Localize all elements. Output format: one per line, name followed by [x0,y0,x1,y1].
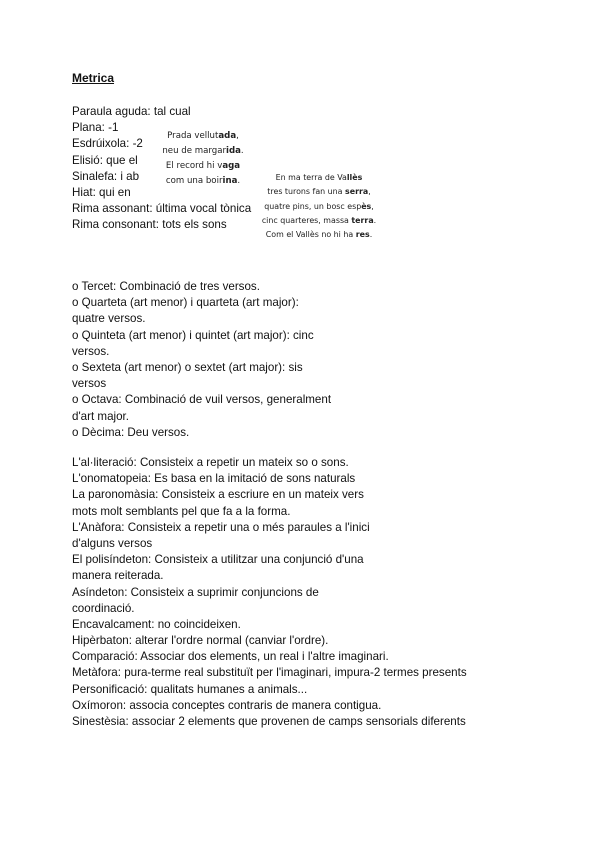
verse-text: El record hi v [165,161,223,171]
metrics-line: Esdrúixola: -2 [72,137,143,151]
figure-line: L'Anàfora: Consisteix a repetir una o més paraules a l'inici [72,520,370,534]
verse-rhyme: ida [226,146,241,156]
metrics-line: Elisió: que el [72,153,138,167]
verse-punct: , [368,187,371,197]
stanza-line: quatre versos. [72,312,146,326]
figure-line: Comparació: Associar dos elements, un real i l'altre imaginari. [72,650,389,664]
figure-line: manera reiterada. [72,569,164,583]
poem-verse [152,174,254,189]
verse-punct: . [237,176,241,186]
verse-text: tres turons fan una [267,187,346,197]
verse-rhyme: res [355,230,370,240]
stanza-line: o Quarteta (art menor) i quarteta (art major): [72,296,299,310]
figure-line: L'al·literació: Consisteix a repetir un mateix so o sons. [72,456,349,469]
figure-line: La paronomàsia: Consisteix a escriure en un mateix vers [72,488,364,502]
poem-verse [152,144,254,159]
metrics-line: Sinalefa: i ab [72,169,140,183]
poem-verse [258,185,380,199]
poem-verse [258,200,380,214]
figure-line: L'onomatopeia: Es basa en la imitació de sons naturals [72,472,356,486]
poem-verse [152,129,254,144]
poem-verse [152,159,254,174]
verse-punct: . [240,146,244,156]
poem-image-prada [152,129,254,189]
figure-line: coordinació. [72,601,135,615]
page-title: Metrica [72,71,115,85]
metrics-line: Hiat: qui en [72,185,131,199]
verse-rhyme: terra [351,215,374,225]
verse-text: Com el Vallès no hi ha [265,230,356,240]
verse-text: Prada vellut [167,131,219,141]
poem-verse [258,214,380,228]
metrics-line: Rima assonant: última vocal tònica [72,202,252,216]
figure-line: Oxímoron: associa conceptes contraris de manera contigua. [72,698,382,712]
stanza-line: versos. [72,344,110,358]
figure-line: Hipèrbaton: alterar l'ordre normal (canviar l'ordre). [72,634,329,648]
verse-punct: , [371,201,374,211]
metrics-line: Paraula aguda: tal cual [72,105,191,118]
stanza-line: o Tercet: Combinació de tres versos. [72,280,260,293]
verse-punct: . [373,215,377,225]
verse-rhyme: serra [345,187,369,197]
figure-line: Sinestèsia: associar 2 elements que provenen de camps sensorials diferents [72,715,466,728]
verse-rhyme: aga [222,161,241,171]
verse-rhyme: ina [222,176,238,186]
verse-rhyme: llès [346,173,363,182]
verse-text: com una boir [165,176,223,186]
stanza-line: o Sexteta (art menor) o sextet (art major): sis [72,360,303,374]
verse-text: En ma terra de Va [275,173,347,182]
metrics-line: Plana: -1 [72,121,119,135]
stanza-line: o Quinteta (art menor) i quintet (art major): cinc [72,328,314,342]
stanza-line: d'art major. [72,409,129,423]
verse-rhyme: ès [361,201,372,211]
verse-punct: , [236,131,239,141]
verse-rhyme: ada [218,131,237,141]
poem-image-valles [258,171,380,242]
stanza-line: versos [72,377,107,391]
figure-line: Encavalcament: no coincideixen. [72,617,241,631]
stanza-line: o Dècima: Deu versos. [72,425,190,439]
figure-line: mots molt semblants pel que fa a la forma. [72,504,291,518]
figure-line: Asíndeton: Consisteix a suprimir conjuncions de [72,585,319,599]
verse-text: neu de margar [162,146,227,156]
rhetorical-figures-list [72,455,467,730]
figure-line: El polisíndeton: Consisteix a utilitzar una conjunció d'una [72,553,364,567]
verse-text: quatre pins, un bosc esp [264,201,362,211]
metrics-line: Rima consonant: tots els sons [72,218,227,232]
figure-line: Personificació: qualitats humanes a animals... [72,682,308,696]
stanza-line: o Octava: Combinació de vuil versos, generalment [72,393,332,407]
poem-verse [258,171,380,185]
verse-punct: . [369,230,373,240]
verse-text: cinc quarteres, massa [261,215,352,225]
stanza-types-list [72,279,331,441]
poem-verse [258,228,380,242]
figure-line: d'alguns versos [72,536,153,550]
figure-line: Metàfora: pura-terme real substituït per l'imaginari, impura-2 termes presents [72,666,467,680]
